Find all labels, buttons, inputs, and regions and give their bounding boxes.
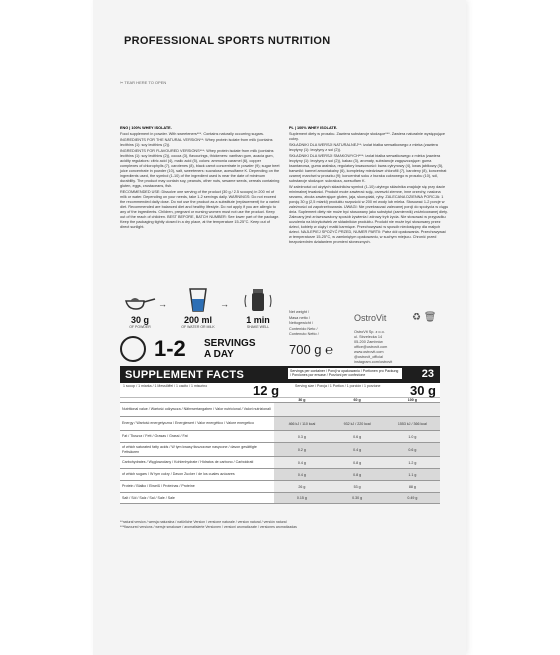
column-header: 30 g — [274, 398, 329, 403]
address-line: OstroVit Sp. z o.o. — [354, 330, 385, 334]
pl-line: Suplement diety w proszku. Zawiera substancje słodzące***. Zawiera naturalnie występujące cukry. — [289, 132, 445, 141]
weight-label: Nettogewicht / — [289, 321, 314, 325]
arrow-icon: → — [220, 299, 229, 309]
glass-icon — [178, 287, 218, 313]
contact-line: www.ostrovit.com — [354, 350, 384, 354]
liquid-value: 200 ml — [183, 315, 213, 325]
row-value: 1.1 g — [385, 469, 440, 481]
row-value: 0.6 g — [385, 443, 440, 457]
column-header: 60 g — [330, 398, 385, 403]
weight-label: Net weight / — [289, 310, 310, 314]
row-value — [274, 403, 329, 417]
pl-line: SKŁADNIKI DLA WERSJI SMAKOWYCH***: izolat białka serwatkowego z mleka (zawiera lecytyny (1): lecytyny z soi (2)), kakao (3), aromaty, substancje zagęszczające: guma ksantanowa, guma arabska, regulatory kwasowości: kwas cytrynowy (4), kwas jabłkowy (5), barwniki: karmel amoniakalny (6), kompleksy miedziowe chlorofili (7), karoteny (8), koncentrat czarnej marchwi w proszku (9); koncentrat soku z buraka cukrowego w proszku (10), sól, substancje słodzące: sukraloza, acesulfam K. — [289, 154, 447, 183]
nutrition-table — [120, 398, 440, 504]
weight-label: Contenuto Netto / — [289, 332, 319, 336]
powder-label: OF POWDER — [129, 325, 151, 329]
tear-instruction — [120, 80, 166, 85]
footnote: ***flavoured versions / wersje smakowe / aromatisierte Versionen / versioni aromatizzate / versiones aromatizadas — [120, 524, 297, 529]
scoop-text: 1 scoop / 1 miarka / 1 Messlöffel / 1 cacito / 1 misurino — [123, 384, 208, 388]
weight-value — [289, 342, 333, 357]
row-value: 0.8 g — [330, 457, 385, 469]
contact-line: @ostrovit_official — [354, 355, 383, 359]
serving-size-row — [120, 383, 440, 398]
row-value: 0.4 g — [330, 443, 385, 457]
servings-range: 1-2 — [154, 336, 186, 361]
table-row — [120, 431, 440, 443]
address-line: office@ostrovit.com — [354, 345, 388, 349]
address-line: 05-200 Zambrów — [354, 340, 383, 344]
weight-value-text: 700 g — [289, 342, 322, 357]
row-label: Carbohydrates / Węglowodany / Kohlenhydrate / Hidratos de carbono / Carboidrati — [120, 457, 274, 469]
footnotes — [120, 520, 440, 529]
en-line: Food supplement in powder. With sweeteners***. Contains naturally occurring sugars. — [120, 132, 264, 136]
table-row — [120, 469, 440, 481]
contact-line: instagram.com/ostrovit — [354, 360, 393, 364]
time-label: SHAKE WELL — [246, 325, 270, 329]
supplement-facts-header — [120, 366, 440, 383]
table-row — [120, 403, 440, 417]
shaker-icon — [238, 287, 278, 313]
servings-label-2: A DAY — [204, 349, 234, 360]
serving-value: 30 g — [409, 383, 436, 398]
en-title: ENG | 100% WHEY ISOLATE. — [120, 126, 172, 130]
scoop-icon — [120, 287, 160, 313]
english-label-text — [120, 126, 280, 231]
row-value — [330, 403, 385, 417]
step-powder — [120, 287, 160, 329]
table-row — [120, 481, 440, 493]
table-row — [120, 443, 440, 457]
pl-line: SKŁADNIKI DLA WERSJI NATURALNEJ**: izolat białka serwatkowego z mleka (zawiera lecytyny (1): lecytyny z soi (2)). — [289, 143, 438, 152]
polish-label-text — [289, 126, 449, 246]
servings-label — [204, 338, 256, 360]
arrow-icon: → — [158, 299, 167, 309]
row-value: 0.2 g — [274, 443, 329, 457]
step-liquid — [178, 287, 218, 329]
servings-per-container: 23 — [421, 368, 434, 380]
servings-per-day — [120, 336, 290, 366]
row-value: 0.30 g — [330, 493, 385, 504]
row-label: Salt / Sól / Salz / Sal / Sale / Sale — [120, 493, 274, 504]
address-line: ul. Strzelecka 14 — [354, 335, 383, 339]
weight-label: Contenido Neto / — [289, 326, 318, 331]
row-value: 1.0 g — [385, 431, 440, 443]
supplement-facts-title: SUPPLEMENT FACTS — [125, 369, 245, 381]
en-line: INGREDIENTS FOR FLAVOURED VERSIONS***: Whey protein isolate from milk (contains lecithins (1): soy lecithins (2)), cocoa (3), flavourings, thickeners: xanthan gum, acacia gum, acidity regulators: citric acid (4), malic acid (5), colors: ammonia caramel (6), copper complexes of chlorophylls (7), carotenes (8), black carrot concentrate in powder (9); sugar beet juice concentrate in powder (10), salt, sweeteners: sucralose, acesulfame K. Depending on the ingredients used, the symbol (1-10) of the ingredient used is near the date of minimum durability. The product may contain soy, peanuts, other nuts, sesame seeds, cereals containing gluten, eggs, crustaceans, fish. — [120, 149, 280, 188]
scissors-icon: ✂ — [120, 80, 124, 85]
table-row — [120, 493, 440, 504]
row-label: Energy / Wartość energetyczna / Energiewert / Valor energético / Valore energetico — [120, 417, 274, 431]
row-value — [385, 403, 440, 417]
row-value: 26 g — [274, 481, 329, 493]
pl-line: W zależności od użytych składników symbol (1-10) użytego składnika znajduje się przy dacie minimalnej trwałości. Produkt może zawierać soję, orzeszki ziemne, inne orzechy, nasiona sezamu, zboża zawierające gluten, jaja, skorupiaki, ryby. ZALECANA DZIENNA PORCJA: 1 porcję 30 g (2,5 miarki) produktu rozpuścić w 200 ml wody lub mleka. Stosować 1-2 porcje w zależności od zapotrzebowania. UWAGI: Nie przekraczać zalecanej porcji do spożycia w ciągu dnia. Suplement diety nie może być stosowany jako substytut (zamiennik) zróżnicowanej diety. Zalecany jest zrównoważony sposób żywienia i zdrowy tryb życia. Nie stosować w przypadku uczulenia na którykolwiek ze składników produktu. Produkt nie może być stosowany przez dzieci, kobiety w ciąży i matki karmiące. Przechowywać w sposób niedostępny dla małych dzieci. NAJLEPIEJ SPOŻYĆ PRZED, NUMER PARTII: Patrz dół opakowania. Przechowywać w temperaturze 15-25°C, w zamkniętym opakowaniu, w suchym miejscu. Chronić przed bezpośrednim działaniem promieni słonecznych. — [289, 185, 449, 244]
estimated-sign: ℮ — [325, 342, 333, 357]
clock-icon — [120, 336, 146, 362]
recycle-icon: ♻ 🗑 — [412, 312, 437, 323]
row-label: Nutritional value / Wartość odżywcza / Nährwertangaben / Valor nutricional / Valori nutrizionali — [120, 403, 274, 417]
column-header: 100 g — [385, 398, 440, 403]
row-value: 1.2 g — [385, 457, 440, 469]
row-value: 0.6 g — [330, 431, 385, 443]
tear-text: TEAR HERE TO OPEN — [124, 80, 167, 85]
step-shake — [238, 287, 278, 329]
company-logo: OstroVit — [354, 313, 387, 323]
serving-text: Serving size / Porcja / 1 Portion / 1 porción / 1 porzione — [295, 384, 381, 388]
row-value: 0.15 g — [274, 493, 329, 504]
row-value: 1553 kJ / 366 kcal — [385, 417, 440, 431]
weight-label: Masa netto / — [289, 315, 310, 320]
table-row — [120, 457, 440, 469]
pl-title: PL | 100% WHEY ISOLATE. — [289, 126, 338, 130]
en-line: INGREDIENTS FOR THE NATURAL VERSION**: Whey protein isolate from milk (contains lecithins (1): soy lecithins (2)). — [120, 138, 273, 147]
row-value: 53 g — [330, 481, 385, 493]
row-value: 88 g — [385, 481, 440, 493]
row-value: 0.4 g — [274, 469, 329, 481]
row-value: 0.4 g — [274, 457, 329, 469]
en-line: RECOMMENDED USE: Dissolve one serving of the product (30 g / 2.5 scoops) in 200 ml of milk or water. Depending on your needs, take 1-2 servings daily. WARNINGS: Do not exceed the recommended daily dose. Do not use the product as a substitute (replacement) for a varied diet. Recommended are balanced diet and healthy lifestyle. Do not apply if you are allergic to any of the ingredients. Children, pregnant or nursing women must not use the product. Keep out of the reach of children. BEST BEFORE, BATCH NUMBER: See lower part of the package. Keep the packaging tightly closed in a dry place, at the temperature 15-25°C. Keep out of direct sunlight. — [120, 190, 280, 229]
row-value: 0.3 g — [274, 431, 329, 443]
net-weight — [289, 310, 349, 357]
row-label: of which saturated fatty acids / W tym kwasy tłuszczowe nasycone / davon gesättigte Fettsäuren — [120, 443, 274, 457]
row-value: 0.8 g — [330, 469, 385, 481]
time-value: 1 min — [246, 315, 270, 325]
row-value: 932 kJ / 220 kcal — [330, 417, 385, 431]
row-label: Fat / Tłuszcz / Fett / Grasas / Grassi / Fat — [120, 431, 274, 443]
row-label: Protein / Białko / Eiweiß / Proteínas / Proteine — [120, 481, 274, 493]
row-value: 466 kJ / 110 kcal — [274, 417, 329, 431]
liquid-label: OF WATER OR MILK — [181, 325, 215, 329]
footnote: **natural version / wersja naturalna / natürliche Version / versione naturale / version natural / versión natural — [120, 520, 287, 524]
powder-value: 30 g — [130, 315, 149, 325]
brand-tagline: PROFESSIONAL SPORTS NUTRITION — [124, 35, 331, 47]
table-row — [120, 417, 440, 431]
servings-per-container-text: Servings per container / Porcji w opakowaniu / Portionen pro Packung / Porciones por envase / Porzioni per confezione — [288, 368, 402, 379]
scoop-value: 12 g — [253, 383, 280, 398]
row-label: of which sugars / W tym cukry / Davon Zucker / de los cuales azúcares — [120, 469, 274, 481]
company-address — [354, 330, 454, 365]
row-value: 0.49 g — [385, 493, 440, 504]
servings-label-1: SERVINGS — [204, 338, 256, 349]
